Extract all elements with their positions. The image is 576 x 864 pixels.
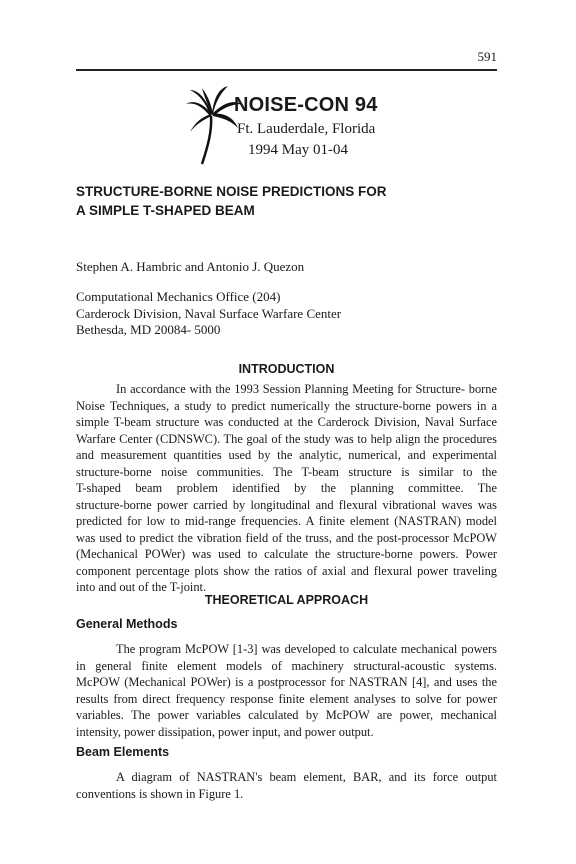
paragraph-line: Warfare Center (CDNSWC). The goal of the study was to help align the procedures [76,431,497,446]
general-methods-paragraph [76,641,497,740]
conference-banner [184,86,404,172]
paragraph-line: variables. The power variables calculated by McPOW are power, mechanical [76,708,497,722]
beam-elements-paragraph [76,769,497,802]
paragraph-line: Noise Techniques, a study to predict numerically the structure-borne powers in a [76,398,497,413]
header-rule [76,69,497,71]
paragraph-line: (Mechanical POWer) was used to calculate the structure-borne powers. Power [76,547,497,561]
conference-name: NOISE-CON 94 [234,94,378,116]
paragraph-line: In accordance with the 1993 Session Planning Meeting for Structure- borne [116,382,497,396]
paragraph-line: and measurement quantities used by the analytic, numerical, and experimental [76,448,497,462]
paragraph-line: intensity, power dissipation, power input, and power output. [76,724,374,739]
paragraph-line: conventions is shown in Figure 1. [76,786,244,801]
paragraph-line: in general finite element models of machinery structural-acoustic systems. [76,658,497,673]
paragraph-line: McPOW (Mechanical POWer) is a postprocessor for NASTRAN [4], and uses the [76,675,497,689]
paragraph-line: was used to predict the vibration field of the truss, and the post-processor McPOW [76,530,497,545]
section-heading-theoretical-approach: THEORETICAL APPROACH [204,593,369,607]
paragraph-line: T-shaped beam problem identified by the planning committee. The [76,481,497,495]
paragraph-line: structure-borne power carried by longitudinal and flexural vibrational waves was [76,497,497,512]
paragraph-line: results from direct frequency response finite element analyses to solve for power [76,691,497,706]
paragraph-line: The program McPOW [1-3] was developed to calculate mechanical powers [116,642,497,656]
paragraph-line: structure-borne noise communities. The T-beam structure is similar to the [76,464,497,479]
paragraph-line: component percentage plots show the ratios of axial and flexural power traveling [76,563,497,578]
paper-authors: Stephen A. Hambric and Antonio J. Quezon [76,259,305,274]
paper-title-line: STRUCTURE-BORNE NOISE PREDICTIONS FOR [76,184,387,199]
paragraph-line: simple T-beam structure was conducted at the Carderock Division, Naval Surface [76,415,497,429]
paper-title [76,182,387,220]
paragraph-line: A diagram of NASTRAN's beam element, BAR, and its force output [116,770,497,784]
paragraph-line: predicted for low to mid-range frequencies. A finite element (NASTRAN) model [76,514,497,528]
affiliation-line: Carderock Division, Naval Surface Warfare Center [76,305,342,321]
subsection-heading-general-methods: General Methods [76,617,178,631]
author-affiliation [76,289,341,339]
affiliation-line: Computational Mechanics Office (204) [76,289,281,304]
section-heading-introduction: INTRODUCTION [238,362,335,376]
subsection-heading-beam-elements: Beam Elements [76,745,170,759]
conference-dates: 1994 May 01-04 [248,142,348,158]
paragraph-line: into and out of the T-joint. [76,580,207,594]
introduction-paragraph [76,381,497,596]
paper-title-line: A SIMPLE T-SHAPED BEAM [76,203,255,218]
conference-location: Ft. Lauderdale, Florida [237,121,376,137]
affiliation-line: Bethesda, MD 20084- 5000 [76,322,221,337]
page-number: 591 [477,49,497,64]
